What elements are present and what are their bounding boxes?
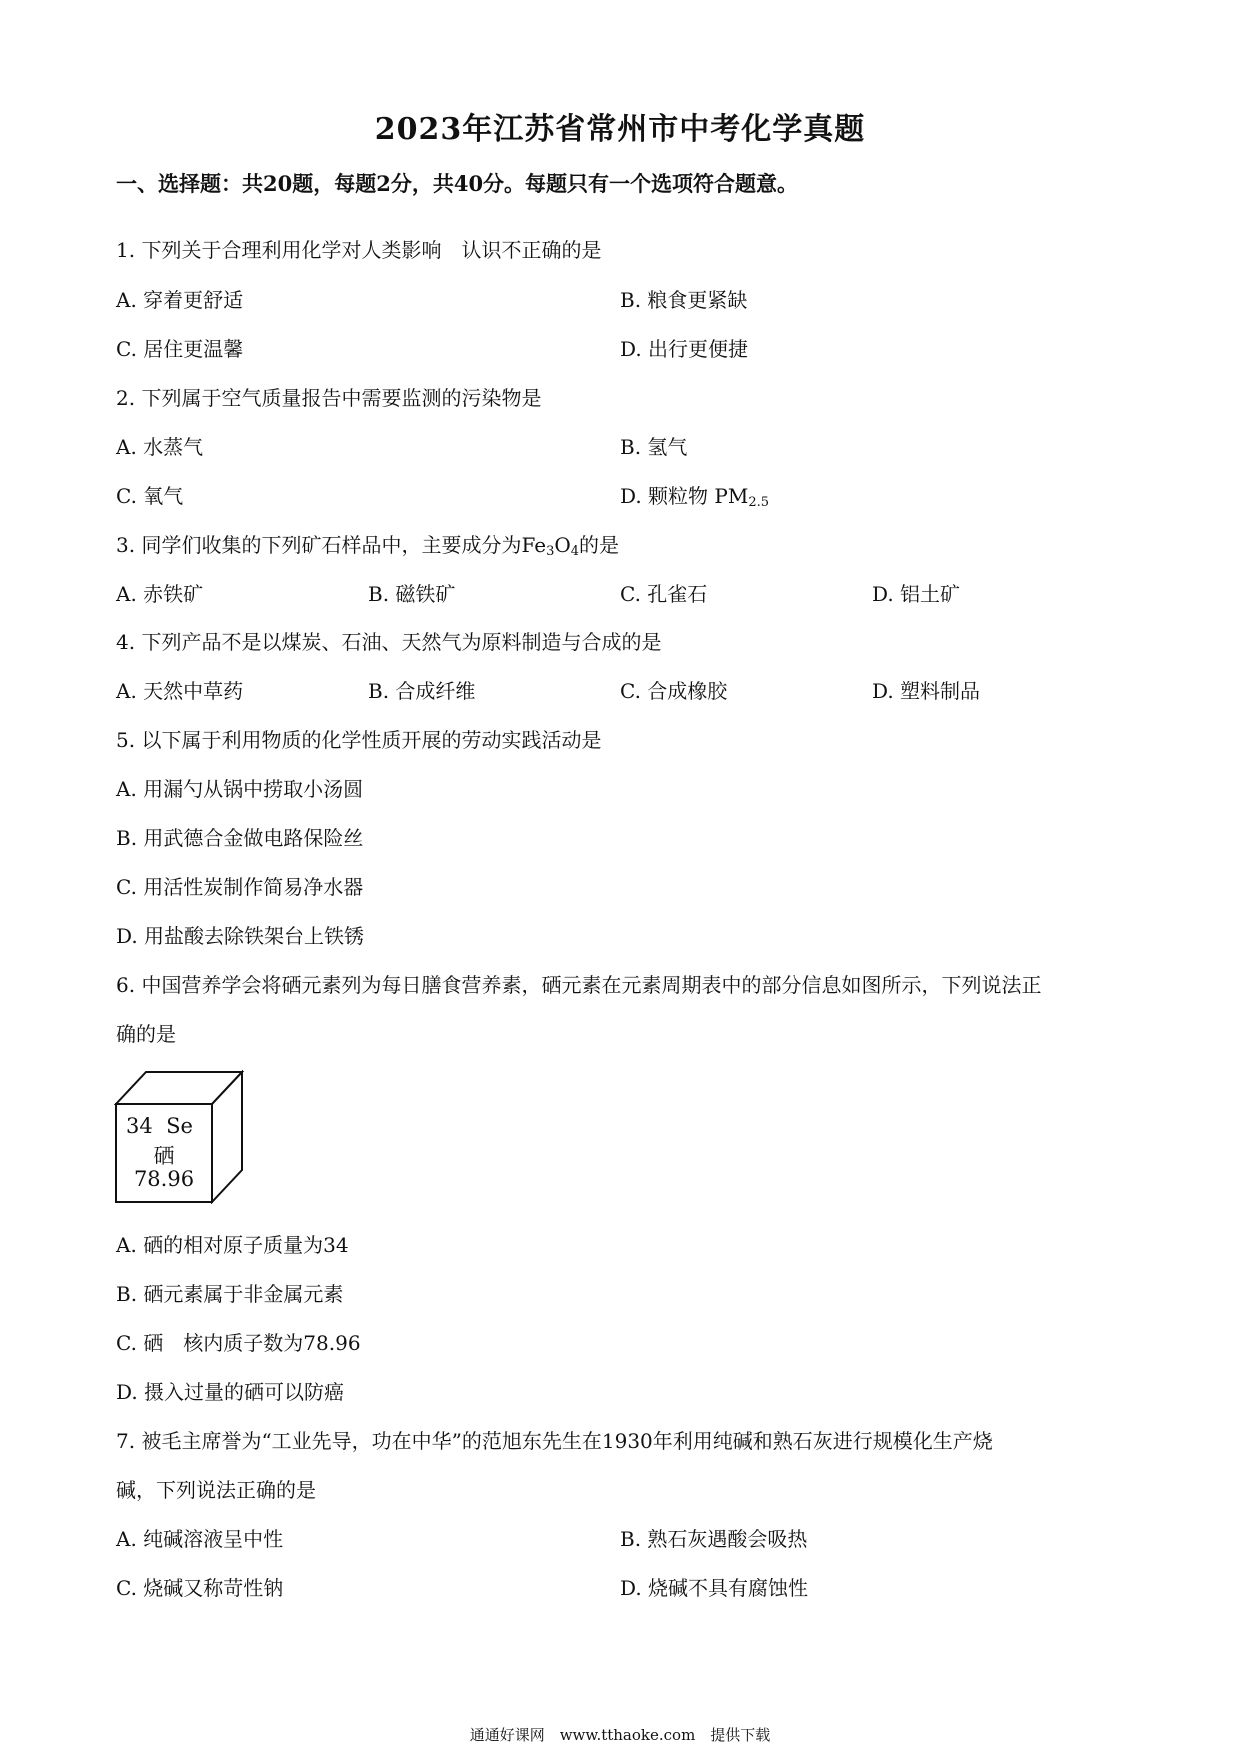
- page-title: 2023年江苏省常州市中考化学真题: [374, 112, 866, 147]
- question-3-option-a: A. 赤铁矿: [116, 582, 204, 606]
- question-5-option-a: A. 用漏勺从锅中捞取小汤圆: [116, 777, 364, 801]
- element-number-symbol: 34 Se: [126, 1114, 193, 1138]
- question-4-option-b: B. 合成纤维: [368, 679, 476, 703]
- question-3-stem: 3. 同学们收集的下列矿石样品中，主要成分为$Fe_3O_4$的是: [116, 533, 620, 559]
- question-3-option-c: C. 孔雀石: [620, 582, 708, 606]
- question-3-option-d: D. 铝土矿: [872, 582, 961, 606]
- question-6-option-c: C. 硒 核内质子数为78.96: [116, 1331, 361, 1355]
- question-5-option-d: D. 用盐酸去除铁架台上铁锈: [116, 924, 365, 948]
- section-heading: 一、选择题：共20题，每题2分，共40分。每题只有一个选项符合题意。: [116, 171, 799, 196]
- question-2-option-b: B. 氢气: [620, 435, 688, 459]
- question-7-stem-line-2: 碱，下列说法正确的是: [116, 1478, 316, 1502]
- element-name: 硒: [153, 1144, 175, 1168]
- question-1-option-c: C. 居住更温馨: [116, 337, 244, 361]
- question-1-option-b: B. 粮食更紧缺: [620, 288, 748, 312]
- element-tile-selenium: [114, 1068, 244, 1204]
- question-1-option-d: D. 出行更便捷: [620, 337, 749, 361]
- question-4-option-d: D. 塑料制品: [872, 679, 981, 703]
- question-7-stem-line-1: 7. 被毛主席誉为“工业先导，功在中华”的范旭东先生在1930年利用纯碱和熟石灰进行规模化生产烧: [116, 1429, 993, 1453]
- question-6-option-d: D. 摄入过量的硒可以防癌: [116, 1380, 345, 1404]
- question-1-option-a: A. 穿着更舒适: [116, 288, 244, 312]
- element-mass: 78.96: [133, 1167, 195, 1191]
- question-5-option-b: B. 用武德合金做电路保险丝: [116, 826, 364, 850]
- question-2-stem: 2. 下列属于空气质量报告中需要监测的污染物是: [116, 386, 542, 410]
- question-4-option-a: A. 天然中草药: [116, 679, 244, 703]
- question-7-option-d: D. 烧碱不具有腐蚀性: [620, 1576, 809, 1600]
- question-6-option-b: B. 硒元素属于非金属元素: [116, 1282, 344, 1306]
- question-4-option-c: C. 合成橡胶: [620, 679, 728, 703]
- pm-subscript: 2.5: [748, 495, 770, 510]
- question-6-stem-line-1: 6. 中国营养学会将硒元素列为每日膳食营养素，硒元素在元素周期表中的部分信息如图所示，下列说法正: [116, 973, 1042, 997]
- question-4-stem: 4. 下列产品不是以煤炭、石油、天然气为原料制造与合成的是: [116, 630, 662, 654]
- question-5-option-c: C. 用活性炭制作简易净水器: [116, 875, 364, 899]
- question-7-option-c: C. 烧碱又称苛性钠: [116, 1576, 284, 1600]
- question-5-stem: 5. 以下属于利用物质的化学性质开展的劳动实践活动是: [116, 728, 602, 752]
- question-2-option-c: C. 氧气: [116, 484, 184, 508]
- question-2-option-a: A. 水蒸气: [116, 435, 204, 459]
- question-6-option-a: A. 硒的相对原子质量为34: [116, 1233, 349, 1257]
- question-7-option-b: B. 熟石灰遇酸会吸热: [620, 1527, 808, 1551]
- question-1-stem: 1. 下列关于合理利用化学对人类影响 认识不正确的是: [116, 238, 602, 262]
- question-6-stem-line-2: 确的是: [116, 1022, 176, 1046]
- question-2-option-d: D. 颗粒物 $PM_{2.5}$: [620, 484, 770, 510]
- question-7-option-a: A. 纯碱溶液呈中性: [116, 1527, 284, 1551]
- question-3-option-b: B. 磁铁矿: [368, 582, 456, 606]
- page-footer: 通通好课网 www.tthaoke.com 提供下载: [469, 1726, 771, 1744]
